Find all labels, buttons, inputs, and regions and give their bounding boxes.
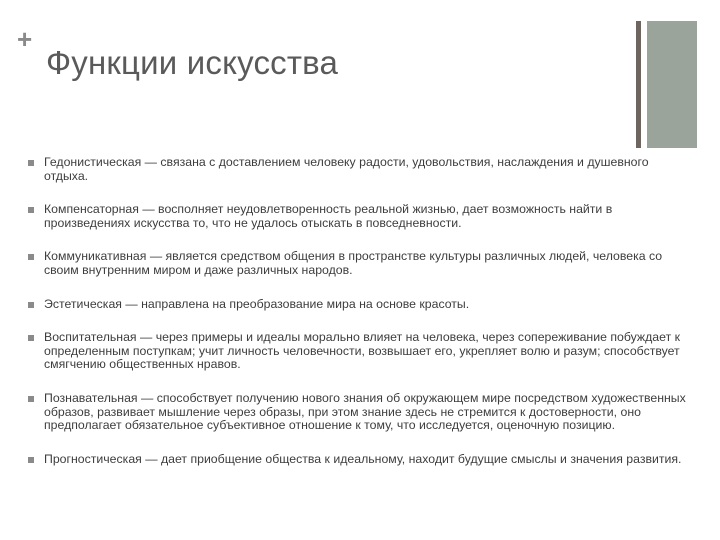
list-item-text: Познавательная — способствует получению нового знания об окружающем мире посредством художественных образов, развивает мышление через образы, при этом знание здесь не стремится к достоверности, оно предполагает обязательное субъективное отношение к тому, что исследуется, оценочную позицию. xyxy=(44,390,686,433)
list-item-text: Гедонистическая — связана с доставлением человеку радости, удовольствия, наслаждения и душевного отдыха. xyxy=(44,155,649,183)
page-title: Функции искусства xyxy=(46,44,339,81)
list-item xyxy=(28,203,688,230)
list-item-text: Воспитательная — через примеры и идеалы морально влияет на человека, через сопереживание побуждает к определенным поступкам; учит личность человечности, возвышает его, укрепляет волю и разум; способствует смягчению общественных нравов. xyxy=(44,330,680,372)
bullet-square-icon xyxy=(28,160,34,166)
plus-icon: + xyxy=(17,24,33,54)
bullet-square-icon xyxy=(28,254,34,260)
list-item xyxy=(28,453,688,467)
list-item xyxy=(28,331,688,372)
list-item xyxy=(28,392,688,433)
list-item xyxy=(28,298,688,312)
bullet-square-icon xyxy=(28,396,34,402)
list-item xyxy=(28,250,688,277)
list-item xyxy=(28,156,688,183)
bullet-square-icon xyxy=(28,302,34,308)
bullet-square-icon xyxy=(28,207,34,213)
bullet-list xyxy=(28,156,688,486)
decorative-bar-light xyxy=(647,21,697,148)
decorative-bar-dark xyxy=(636,21,641,148)
bullet-square-icon xyxy=(28,335,34,341)
list-item-text: Компенсаторная — восполняет неудовлетворенность реальной жизнью, дает возможность найти в произведениях искусства то, что не удалось отыскать в повседневности. xyxy=(44,202,613,230)
list-item-text: Коммуникативная — является средством общения в пространстве культуры различных людей, человека со своим внутренним миром и даже различных народов. xyxy=(44,249,663,277)
list-item-text: Прогностическая — дает приобщение общества к идеальному, находит будущие смыслы и значения развития. xyxy=(44,451,682,466)
bullet-square-icon xyxy=(28,457,34,463)
list-item-text: Эстетическая — направлена на преобразование мира на основе красоты. xyxy=(44,296,470,311)
